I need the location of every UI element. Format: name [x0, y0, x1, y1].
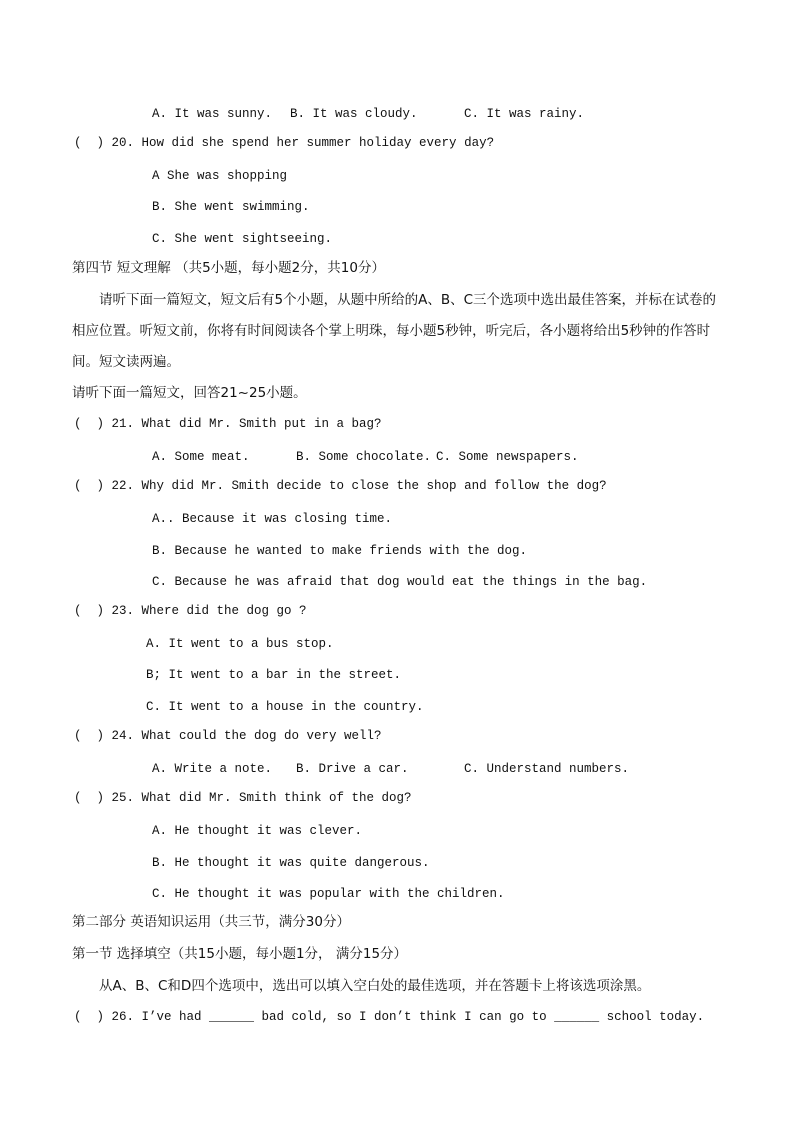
q24-option-c: C. Understand numbers.: [464, 762, 630, 776]
q25-option-a: A. He thought it was clever.: [152, 824, 363, 838]
part2-heading: 第二部分 英语知识运用（共三节，满分30分）: [72, 914, 350, 930]
q24-option-b: B. Drive a car.: [296, 762, 409, 776]
q20-stem: ( ) 20. How did she spend her summer holiday every day?: [74, 136, 495, 150]
q21-option-c: C. Some newspapers.: [436, 450, 579, 464]
q19-option-b: B. It was cloudy.: [290, 107, 418, 121]
q23-option-a: A. It went to a bus stop.: [146, 637, 334, 651]
q21-stem: ( ) 21. What did Mr. Smith put in a bag?: [74, 417, 382, 431]
q19-option-c: C. It was rainy.: [464, 107, 585, 121]
q24-option-a: A. Write a note.: [152, 762, 273, 776]
q19-option-a: A. It was sunny.: [152, 107, 273, 121]
q26-stem: ( ) 26. I’ve had ______ bad cold, so I don’t think I can go to ______ school today.: [74, 1010, 705, 1024]
q24-stem: ( ) 24. What could the dog do very well?: [74, 729, 382, 743]
q23-option-c: C. It went to a house in the country.: [146, 700, 424, 714]
q21-option-b: B. Some chocolate.: [296, 450, 432, 464]
part2-section1-instructions: 从A、B、C和D四个选项中，选出可以填入空白处的最佳选项，并在答题卡上将该选项涂黑。: [99, 978, 651, 994]
part2-section1-heading: 第一节 选择填空（共15小题，每小题1分， 满分15分）: [72, 946, 408, 962]
section4-heading: 第四节 短文理解 （共5小题，每小题2分，共10分）: [72, 260, 385, 276]
q22-option-a: A.. Because it was closing time.: [152, 512, 393, 526]
q25-stem: ( ) 25. What did Mr. Smith think of the dog?: [74, 791, 412, 805]
q22-option-b: B. Because he wanted to make friends with the dog.: [152, 544, 528, 558]
section4-instructions: 请听下面一篇短文，短文后有5个小题，从题中所给的A、B、C三个选项中选出最佳答案，并标在试卷的相应位置。听短文前，你将有时间阅读各个掌上明珠，每小题5秒钟，听完后，各小题将给出5秒钟的作答时间。短文读两遍。: [72, 292, 717, 370]
q23-option-b: B; It went to a bar in the street.: [146, 668, 402, 682]
q20-option-a: A She was shopping: [152, 169, 288, 183]
q22-option-c: C. Because he was afraid that dog would eat the things in the bag.: [152, 575, 648, 589]
q25-option-c: C. He thought it was popular with the children.: [152, 887, 505, 901]
section4-lead: 请听下面一篇短文，回答21~25小题。: [72, 385, 307, 401]
q25-option-b: B. He thought it was quite dangerous.: [152, 856, 430, 870]
q21-option-a: A. Some meat.: [152, 450, 250, 464]
q23-stem: ( ) 23. Where did the dog go ?: [74, 604, 307, 618]
q20-option-c: C. She went sightseeing.: [152, 232, 333, 246]
q22-stem: ( ) 22. Why did Mr. Smith decide to close the shop and follow the dog?: [74, 479, 607, 493]
q20-option-b: B. She went swimming.: [152, 200, 310, 214]
